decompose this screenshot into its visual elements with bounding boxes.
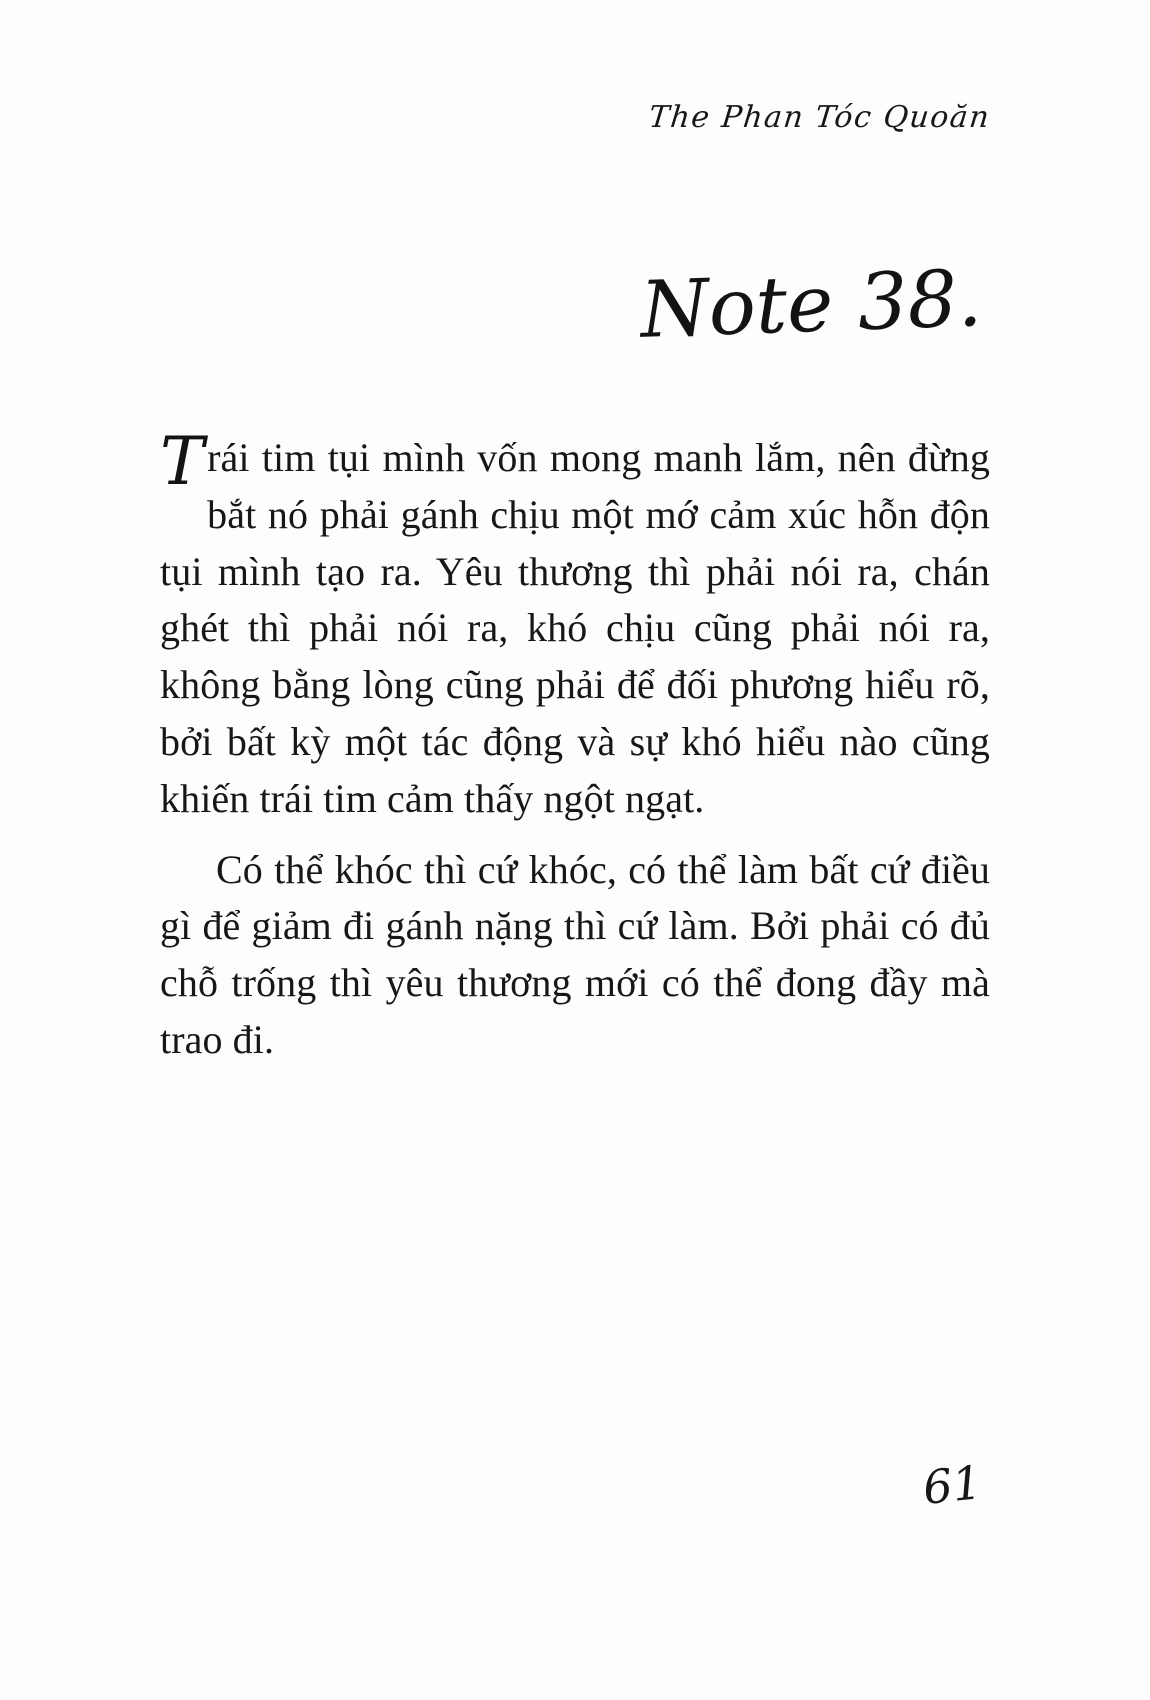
drop-cap: T (160, 423, 205, 500)
note-heading: Note 38. (638, 254, 984, 356)
paragraph-2: Có thể khóc thì cứ khóc, có thể làm bất cứ điều gì để giảm đi gánh nặng thì cứ làm. Bởi phải có đủ chỗ trống thì yêu thương mới có thể đong đầy mà trao đi. (160, 846, 990, 1062)
body-text (160, 423, 990, 1069)
running-head: The Phan Tóc Quoăn (647, 100, 992, 135)
page-number: 61 (920, 1455, 985, 1515)
paragraph-1-text: rái tim tụi mình vốn mong manh lắm, nên đừng bắt nó phải gánh chịu một mớ cảm xúc hỗn độn tụi mình tạo ra. Yêu thương thì phải nói ra, chán ghét thì phải nói ra, khó chịu cũng phải nói ra, không bằng lòng cũng phải để đối phương hiểu rõ, bởi bất kỳ một tác động và sự khó hiểu nào cũng khiến trái tim cảm thấy ngột ngạt. (160, 435, 990, 821)
paragraph-1 (160, 423, 990, 828)
